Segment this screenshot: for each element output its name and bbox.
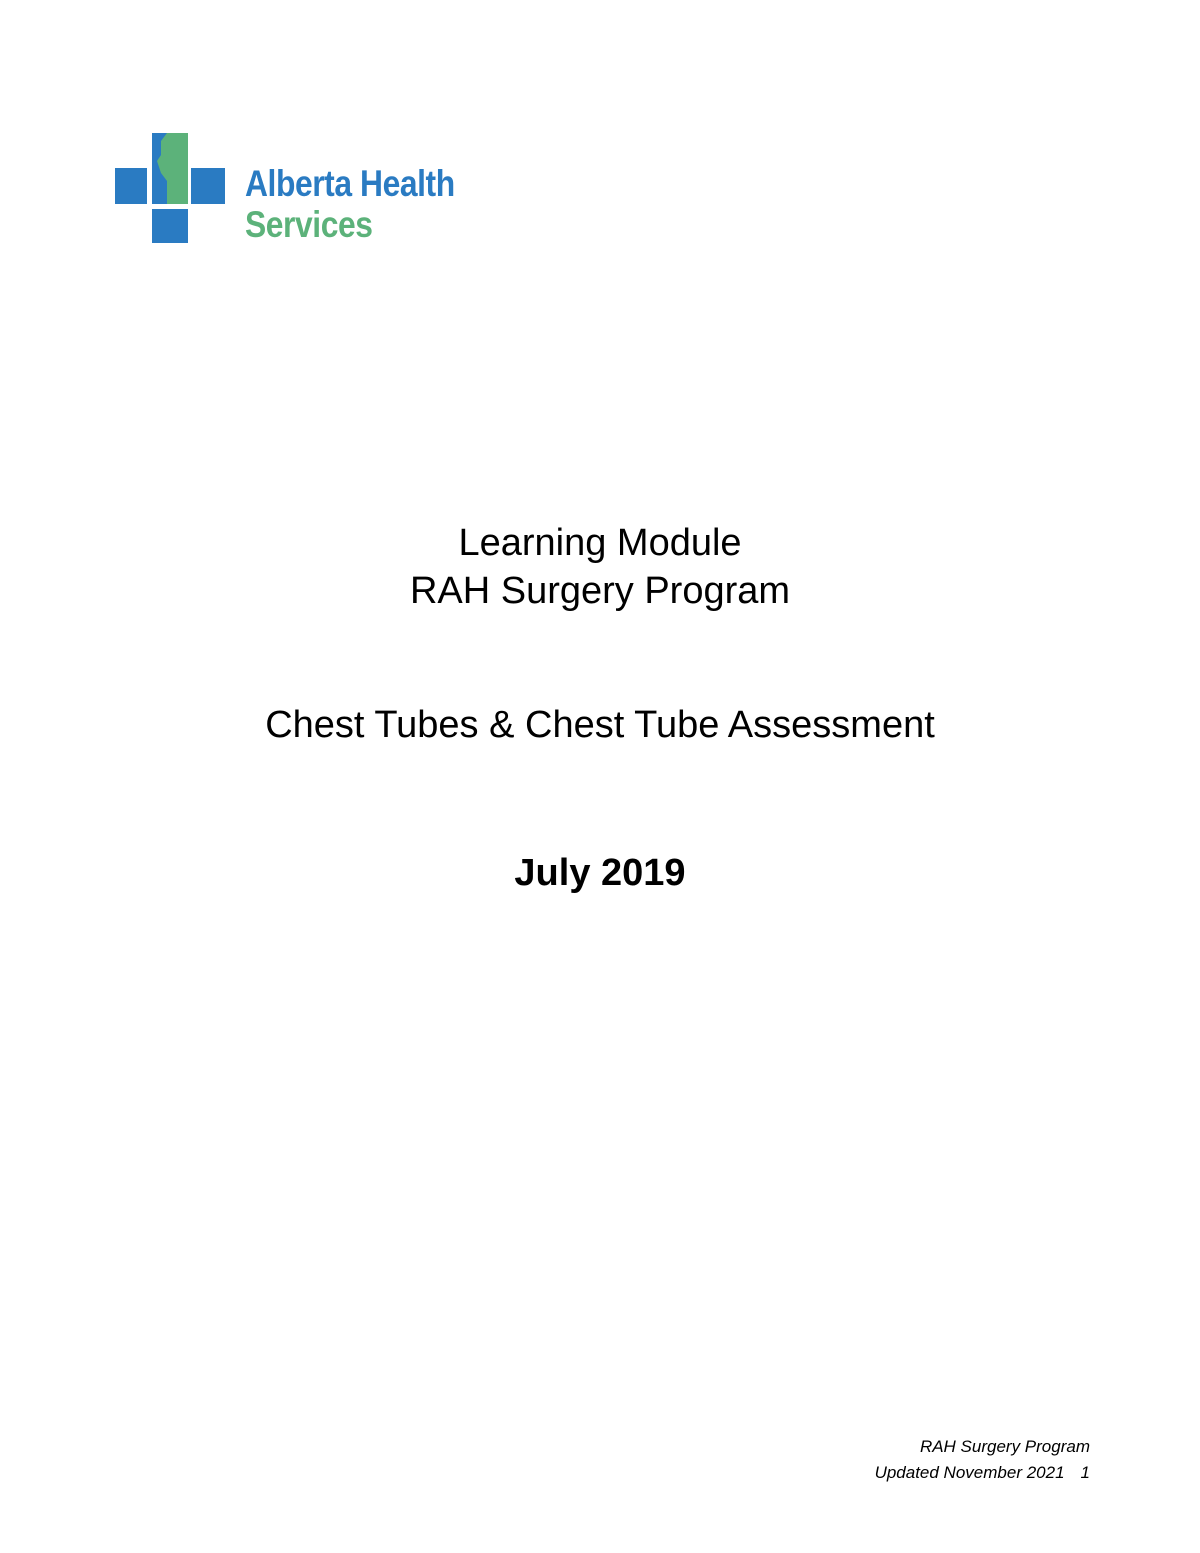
logo-line-alberta-health: Alberta Health <box>245 163 455 204</box>
footer-updated: Updated November 2021 <box>874 1463 1065 1482</box>
logo-line-services: Services <box>245 204 373 245</box>
module-label: Learning Module <box>458 522 742 564</box>
page-footer <box>875 1434 1090 1486</box>
footer-updated-line <box>875 1460 1090 1486</box>
program-label: RAH Surgery Program <box>409 570 791 612</box>
alberta-health-services-logo <box>115 133 495 243</box>
logo-wordmark <box>245 163 455 245</box>
document-title: Chest Tubes & Chest Tube Assessment <box>265 704 935 746</box>
document-date: July 2019 <box>514 852 686 894</box>
page-number: 1 <box>1080 1463 1090 1482</box>
footer-program: RAH Surgery Program <box>919 1437 1090 1456</box>
ahs-cross-icon <box>115 133 227 243</box>
